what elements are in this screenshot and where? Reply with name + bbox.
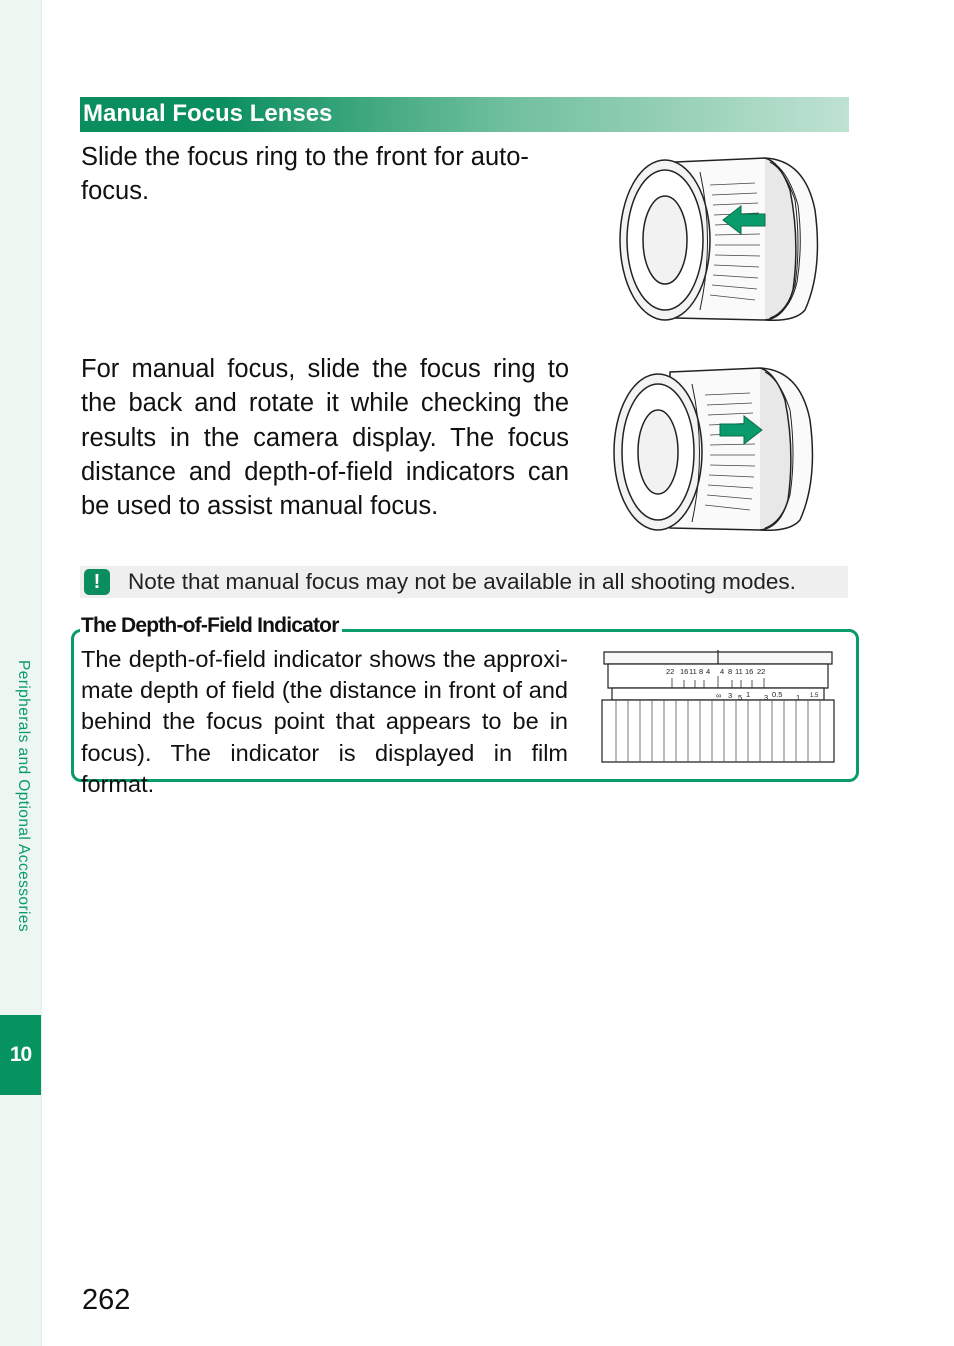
note-text: Note that manual focus may not be available in all shooting modes.: [128, 569, 796, 594]
lens-manual-focus-illustration: [610, 360, 825, 540]
chapter-label: Peripherals and Optional Accessories: [15, 660, 32, 933]
dof-aperture-mark: 22: [757, 667, 766, 676]
dof-box-title: The Depth-of-Field Indicator: [80, 614, 342, 638]
caution-icon: !: [84, 569, 110, 595]
dof-distance-mark: 5: [738, 693, 743, 702]
dof-aperture-mark: 8: [728, 667, 733, 676]
dof-distance-mark: 1.5: [810, 693, 819, 699]
dof-aperture-mark: 22: [666, 667, 675, 676]
dof-aperture-mark: 8: [699, 667, 704, 676]
dof-distance-mark: 3: [728, 691, 733, 700]
autofocus-paragraph: Slide the focus ring to the front for auto-focus.: [81, 143, 529, 206]
dof-box-text: The depth-of-field indicator shows the approxi-mate depth of field (the distance in front of and behind the focus point that appears to be in focus). The indicator is displayed in film format.: [81, 646, 568, 797]
dof-distance-mark: 1: [796, 693, 801, 702]
dof-aperture-mark: 4: [720, 667, 725, 676]
dof-distance-mark: 3: [764, 693, 769, 702]
page-number: 262: [82, 1284, 131, 1316]
dof-distance-mark: ∞: [716, 691, 722, 700]
chapter-tab: 10: [0, 1015, 41, 1095]
dof-aperture-mark: 4: [706, 667, 711, 676]
sidebar: [0, 0, 42, 1346]
manual-focus-paragraph: For manual focus, slide the focus ring to the back and rotate it while checking the results in the camera display. The focus distance and depth-of-field indicators can be used to assist manual focus.: [81, 355, 569, 521]
dof-aperture-mark: 16: [680, 667, 689, 676]
dof-aperture-mark: 16: [745, 667, 754, 676]
lens-autofocus-illustration: [615, 150, 830, 330]
dof-aperture-mark: 11: [735, 667, 743, 676]
note-bar: [80, 566, 848, 598]
dof-aperture-mark: 11: [689, 667, 697, 676]
section-title: Manual Focus Lenses: [83, 100, 333, 127]
dof-distance-mark: 0.5: [772, 690, 783, 699]
dof-scale-illustration: [598, 642, 838, 772]
section-header: [80, 97, 849, 132]
dof-distance-mark: 1: [746, 690, 751, 699]
